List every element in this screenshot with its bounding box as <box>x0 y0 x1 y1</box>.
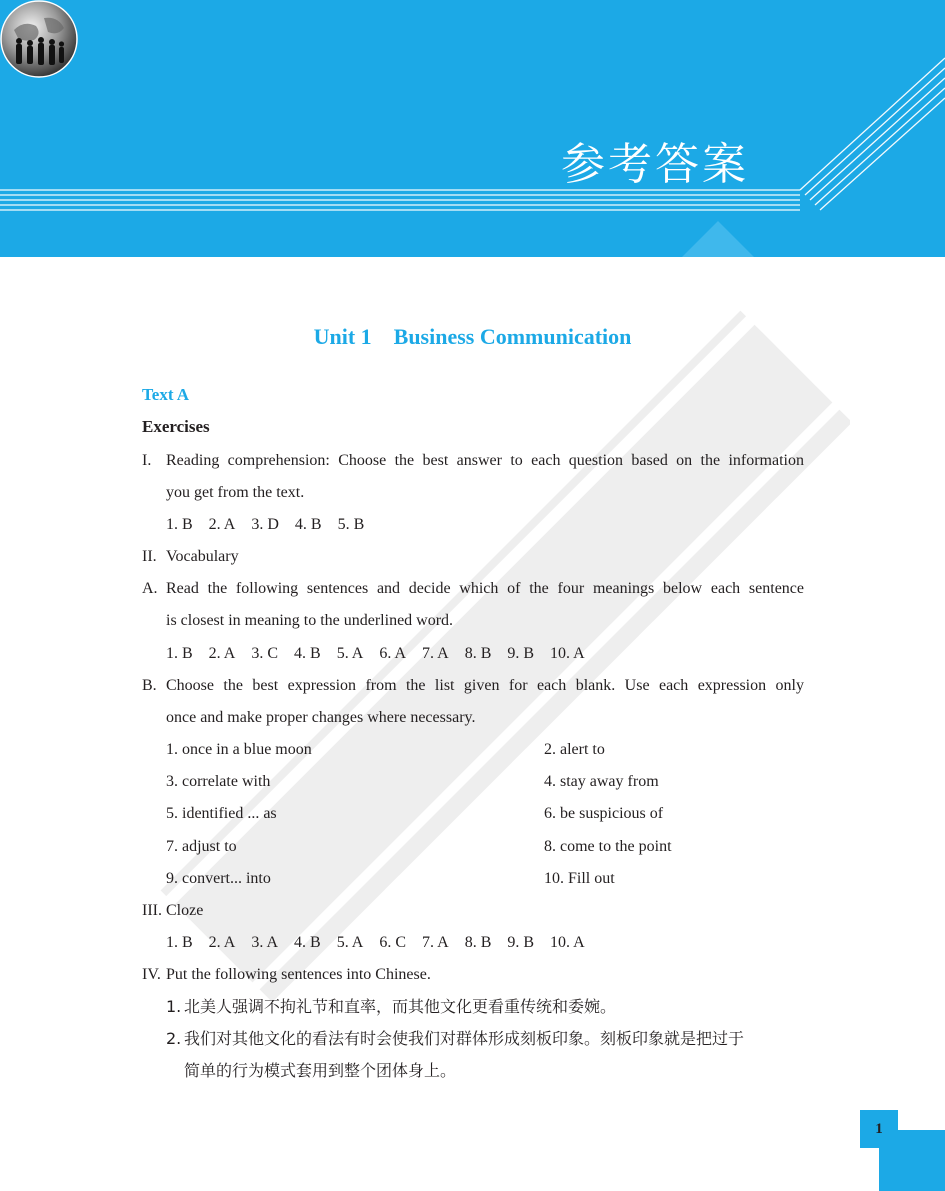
section-2 <box>142 547 239 567</box>
answer: 1. B <box>166 645 193 662</box>
exercises-heading: Exercises <box>142 417 210 436</box>
section-2b-answer-row <box>166 804 766 824</box>
section-2a-instruction: Read the following sentences and decide which of the four meanings below each sentence <box>166 580 804 597</box>
item-number: 1. <box>166 997 182 1016</box>
answer: 7. A <box>422 645 449 662</box>
answer: 9. convert... into <box>166 870 271 887</box>
section-3-title: Cloze <box>166 902 204 919</box>
answer: 6. A <box>379 645 407 662</box>
section-4-title: Put the following sentences into Chinese. <box>166 966 431 983</box>
section-4 <box>142 965 431 985</box>
section-1-instruction-cont: you get from the text. <box>166 484 305 501</box>
section-2b-answer-row <box>166 740 766 760</box>
page-number: 1 <box>860 1110 898 1148</box>
answer: 7. A <box>422 934 449 951</box>
unit-title <box>0 324 945 350</box>
section-2a-answers <box>166 644 601 664</box>
answer: 10. A <box>550 934 585 951</box>
section-2a-instruction-cont: is closest in meaning to the underlined word. <box>166 612 454 629</box>
translation-text: 我们对其他文化的看法有时会使我们对群体形成刻板印象。刻板印象就是把过于 <box>184 1029 745 1048</box>
answer: 3. correlate with <box>166 773 271 790</box>
answer: 9. B <box>507 645 535 662</box>
answer: 4. stay away from <box>544 773 659 790</box>
section-2b-answer-row <box>166 772 766 792</box>
answer: 5. A <box>336 645 364 662</box>
answer: 2. A <box>208 645 236 662</box>
section-2b-answer-row <box>166 837 766 857</box>
section-2-title: Vocabulary <box>166 548 239 565</box>
unit-name: Business Communication <box>393 324 632 349</box>
section-letter: A. <box>142 580 158 597</box>
section-3-answers <box>166 933 601 953</box>
answer: 6. be suspicious of <box>544 805 664 822</box>
section-2b-instruction-cont: once and make proper changes where necessary. <box>166 709 476 726</box>
answer: 3. A <box>251 934 279 951</box>
unit-number: Unit 1 <box>313 324 372 349</box>
section-2b-answer-row <box>166 869 766 889</box>
answer: 4. B <box>294 516 322 533</box>
answer: 8. B <box>464 934 492 951</box>
answer: 2. alert to <box>544 741 605 758</box>
answer: 10. Fill out <box>544 870 615 887</box>
header-decoration <box>0 0 945 257</box>
answer: 2. A <box>208 934 236 951</box>
answer: 2. A <box>208 516 236 533</box>
answer: 5. A <box>336 934 364 951</box>
globe-business-icon <box>0 0 78 78</box>
answer: 1. once in a blue moon <box>166 741 312 758</box>
translation-text-cont: 简单的行为模式套用到整个团体身上。 <box>184 1061 457 1080</box>
section-number: III. <box>142 902 162 919</box>
answer: 10. A <box>550 645 585 662</box>
answer: 4. B <box>294 645 321 662</box>
answer: 7. adjust to <box>166 838 237 855</box>
answer: 1. B <box>166 516 193 533</box>
section-1-answers <box>166 515 380 535</box>
section-number: II. <box>142 548 157 565</box>
answer: 4. B <box>294 934 321 951</box>
page-title: 参考答案 <box>561 139 749 190</box>
answer: 9. B <box>507 934 535 951</box>
section-3 <box>142 901 204 921</box>
translation-item <box>166 1029 745 1049</box>
answer: 8. come to the point <box>544 838 672 855</box>
translation-text: 北美人强调不拘礼节和直率，而其他文化更看重传统和委婉。 <box>184 997 617 1016</box>
section-letter: B. <box>142 677 157 694</box>
answer: 8. B <box>464 645 492 662</box>
section-number: I. <box>142 452 152 469</box>
answer: 3. D <box>251 516 279 533</box>
section-number: IV. <box>142 966 161 983</box>
translation-item <box>166 997 617 1017</box>
header-banner <box>0 0 945 257</box>
answer: 1. B <box>166 934 193 951</box>
item-number: 2. <box>166 1029 182 1048</box>
answer: 3. C <box>251 645 279 662</box>
answer: 6. C <box>379 934 407 951</box>
section-1-instruction: Reading comprehension: Choose the best answer to each question based on the information <box>166 452 804 469</box>
text-a-heading: Text A <box>142 385 190 404</box>
answer: 5. identified ... as <box>166 805 277 822</box>
answer: 5. B <box>337 516 365 533</box>
section-2b-instruction: Choose the best expression from the list given for each blank. Use each expression only <box>166 677 804 694</box>
